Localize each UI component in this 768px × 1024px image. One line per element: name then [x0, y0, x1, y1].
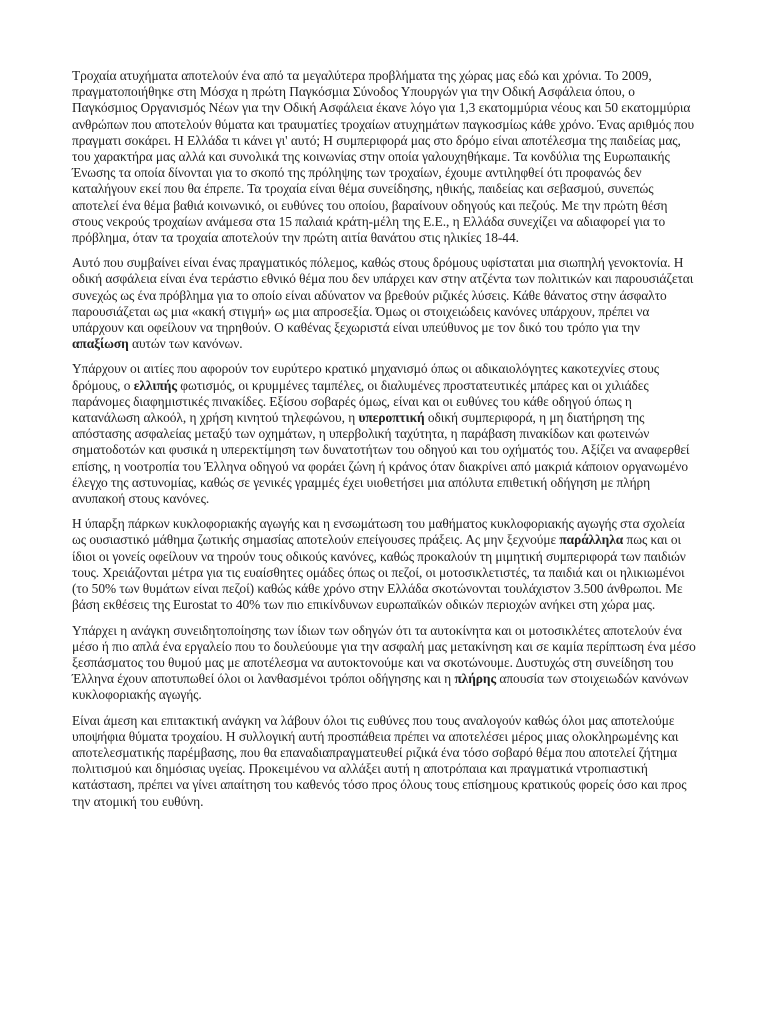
- paragraph-1: [72, 68, 698, 246]
- paragraph-4-text: Η ύπαρξη πάρκων κυκλοφοριακής αγωγής και η ενσωμάτωση του μαθήματος κυκλοφοριακής αγωγής στα σχολεία ως ουσιαστικό μάθημα ζωτικής σημασίας αποτελούν επείγουσες πράξεις. Ας μην ξεχνούμε: [72, 516, 685, 548]
- document-body: [72, 68, 698, 819]
- paragraph-2-text-end: αυτών των κανόνων.: [128, 336, 243, 352]
- bold-term-yperoptiki: υπεροπτική: [358, 410, 425, 426]
- paragraph-3: [72, 361, 698, 507]
- paragraph-3-text-mid: φωτισμός, οι κρυμμένες ταμπέλες, οι διαλυμένες προστατευτικές μπάρες και οι χιλιάδες παράνομες διαφημιστικές πινακίδες. Εξίσου σοβαρές όμως, είναι και οι ευθύνες του κάθε οδηγού όπως η κατανάλωση αλκοόλ, η χρήση κινητού τηλεφώνου, η: [72, 377, 649, 426]
- paragraph-4-text-end: πως και οι ίδιοι οι γονείς οφείλουν να τηρούν τους οδικούς κανόνες, καθώς προκαλούν τη μιμητική συμπεριφορά των παιδιών τους. Χρειάζονται μέτρα για τις ευαίσθητες ομάδες όπως οι πεζοί, οι μοτοσικλετιστές, τα παιδιά και οι ηλικιωμένοι (το 50% των θυμάτων είναι πεζοί) καθώς κάθε χρόνο στην Ελλάδα σκοτώνονται τουλάχιστον 3.500 άνθρωποι. Με βάση εκθέσεις της Eurostat το 40% των πιο επικίνδυνων ευρωπαϊκών οδικών περιοχών ανήκει στη χώρα μας.: [72, 532, 686, 613]
- paragraph-2-text: Αυτό που συμβαίνει είναι ένας πραγματικός πόλεμος, καθώς στους δρόμους υφίσταται μια σιωπηλή γενοκτονία. Η οδική ασφάλεια είναι ένα τεράστιο εθνικό θέμα που δεν υπάρχει καν στην ατζέντα των πολιτικών και παρουσιάζεται συνεχώς ως ένα πρόβλημα για το οποίο είναι αδύνατον να βρεθούν ριζικές λύσεις. Κάθε θάνατος στην άσφαλτο παρουσιάζεται ως μια «κακή στιγμή» ως μια απροσεξία. Όμως οι στοιχειώδεις κανόνες υπάρχουν, πρέπει να υπάρχουν και οφείλουν να τηρηθούν. Ο καθένας ξεχωριστά είναι υπεύθυνος με τον δικό του τρόπο για την: [72, 255, 694, 336]
- bold-term-apaxiosi: απαξίωση: [72, 336, 129, 352]
- paragraph-1-text: Τροχαία ατυχήματα αποτελούν ένα από τα μεγαλύτερα προβλήματα της χώρας μας εδώ και χρόνια. Το 2009, πραγματοποιήθηκε στη Μόσχα η πρώτη Παγκόσμια Σύνοδος Υπουργών για την Οδική Ασφάλεια όπου, ο Παγκόσμιος Οργανισμός Νέων για την Οδική Ασφάλεια έκανε λόγο για 1,3 εκατομμύρια νέους και 50 εκατομμύρια ανθρώπων που αποτελούν θύματα και τραυματίες τροχαίων ατυχημάτων παγκοσμίως κάθε χρόνο. Ένας αριθμός που πραγματι σοκάρει. Η Ελλάδα τι κάνει γι' αυτό; Η συμπεριφορά μας στο δρόμο είναι αποτέλεσμα της παιδείας μας, του χαρακτήρα μας αλλά και συνολικά της κοινωνίας στην οποία γαλουχηθήκαμε. Τα κονδύλια της Ευρωπαικής Ένωσης τα οποία δίνονται για το σκοπό της πρόληψης των τροχαίων, έχουμε αντιληφθεί ότι προφανώς δεν καταλήγουν εκεί που θα έπρεπε. Τα τροχαία είναι θέμα συνείδησης, ηθικής, παιδείας και σεβασμού, συνεπώς αποτελεί ένα θέμα βαθιά κοινωνικό, οι ευθύνες του οποίου, βαραίνουν οδηγούς και πεζούς. Με την πρώτη θέση στους νεκρούς τροχαίων ανάμεσα στα 15 παλαιά κράτη-μέλη της Ε.Ε., η Ελλάδα συνεχίζει να αδιαφορεί για το πρόβλημα, όταν τα τροχαία αποτελούν την πρώτη αιτία θανάτου στις ηλικίες 18-44.: [72, 68, 695, 246]
- paragraph-3-text: Υπάρχουν οι αιτίες που αφορούν τον ευρύτερο κρατικό μηχανισμό όπως οι αδικαιολόγητες κακοτεχνίες στους δρόμους, ο: [72, 361, 659, 393]
- paragraph-5: [72, 623, 698, 704]
- paragraph-3-text-end: οδική συμπεριφορά, η μη διατήρηση της απόστασης ασφαλείας μεταξύ των οχημάτων, η υπερβολική ταχύτητα, η παράβαση πινακίδων και φωτεινών σηματοδοτών και φυσικά η υπερεκτίμηση των δυνατοτήτων του οδηγού και του οχήματός του. Αξίζει να αναφερθεί επίσης, η νοοτροπία του Έλληνα οδηγού να φοράει ζώνη ή κράνος όταν διακρίνει από μακριά κάποιον οργανωμένο έλεγχο της αστυνομίας, καθώς σε γενικές γραμμές έχει υιοθετήσει μια απόλυτα επιθετική οδήγηση με πλήρη ανυπακοή στους κανόνες.: [72, 410, 690, 507]
- paragraph-5-text: Υπάρχει η ανάγκη συνειδητοποίησης των ίδιων των οδηγών ότι τα αυτοκίνητα και οι μοτοσικλέτες αποτελούν ένα μέσο ή πιο απλά ένα εργαλείο που το δουλεύουμε για την ασφαλή μας μετακίνηση και σε καμία περίπτωση ένα μέσο ξεσπάσματος του θυμού μας με αποτέλεσμα να αυτοκτονούμε και να σκοτώνουμε. Δυστυχώς στη συνείδηση του Έλληνα έχουν αποτυπωθεί όλοι οι λανθασμένοι τρόποι οδήγησης και η: [72, 622, 696, 687]
- paragraph-5-text-end: απουσία των στοιχειωδών κανόνων κυκλοφοριακής αγωγής.: [72, 671, 689, 703]
- paragraph-2: [72, 255, 698, 352]
- paragraph-4: [72, 516, 698, 613]
- bold-term-parallila: παράλληλα: [559, 532, 624, 548]
- paragraph-6-text: Είναι άμεση και επιτακτική ανάγκη να λάβουν όλοι τις ευθύνες που τους αναλογούν καθώς όλοι μας αποτελούμε υποψήφια θύματα τροχαίου. Η συλλογική αυτή προσπάθεια πρέπει να αποτελέσει μέρος μιας ολοκληρωμένης και αποτελεσματικής παρέμβασης, που θα επαναδιαπραγματευθεί ριζικά ένα τόσο σοβαρό θέμα που αποτελεί ζήτημα πολιτισμού και δημόσιας υγείας. Προκειμένου να αλλάξει αυτή η αποτρόπαια και πραγματικά ντροπιαστική κατάσταση, πρέπει να γίνει απαίτηση του καθενός τόσο προς όλους τους επίσημους κρατικούς φορείς όσο και προς την ατομική του ευθύνη.: [72, 712, 687, 809]
- bold-term-ellipis: ελλιπής: [133, 377, 177, 393]
- paragraph-6: [72, 713, 698, 810]
- bold-term-pliris: πλήρης: [454, 671, 497, 687]
